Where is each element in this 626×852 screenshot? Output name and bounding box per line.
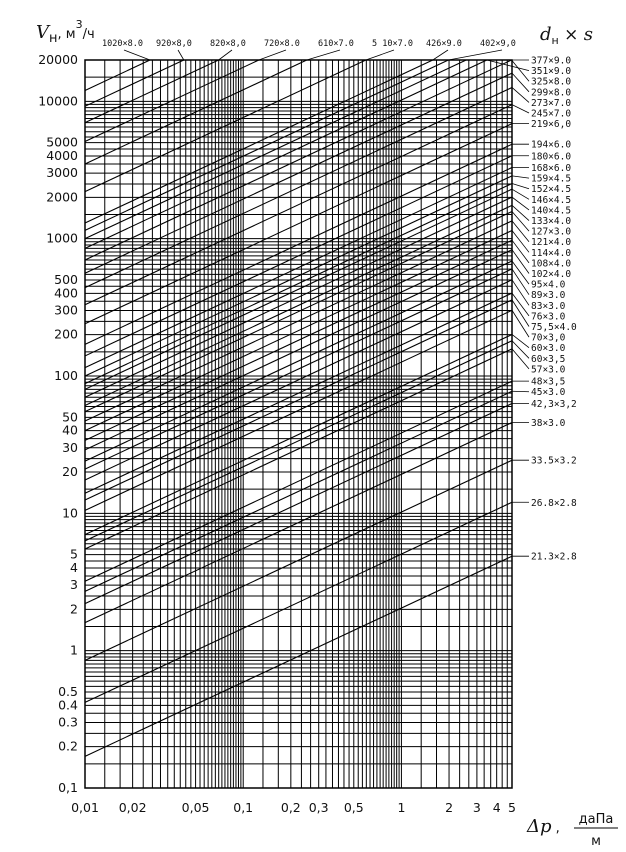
y-tick-label: 0.4 (58, 697, 78, 713)
label-leader (433, 50, 448, 60)
pipe-curve (85, 280, 512, 480)
label-leader (512, 341, 529, 359)
pipe-curve (85, 556, 512, 756)
y-tick-label: 1000 (46, 230, 78, 246)
svg-text:даПа: даПа (578, 812, 614, 827)
x-tick-label: 0,02 (118, 800, 147, 815)
y-axis-title: $V_н^{, м3}_{/ч}$ (36, 18, 95, 46)
curve-label-right: 121×4.0 (531, 237, 572, 249)
curve-label-right: 377×9.0 (531, 55, 572, 67)
x-tick-label: 2 (445, 800, 454, 815)
curve-label-right: 219×6,0 (531, 119, 572, 131)
pipe-curve (85, 87, 512, 287)
curve-label-top: 610×7.0 (318, 39, 354, 49)
label-leader (178, 50, 184, 60)
y-tick-label: 300 (54, 302, 78, 318)
label-leader (512, 176, 529, 178)
curve-label-right: 95×4.0 (531, 279, 566, 291)
pipe-curve (85, 189, 512, 389)
pipe-curve (85, 60, 259, 142)
pipe-curve (85, 403, 512, 603)
curve-label-right: 33.5×3.2 (531, 455, 577, 467)
pipe-curve (85, 460, 512, 660)
label-leader (366, 50, 394, 60)
curve-label-right: 152×4.5 (531, 184, 572, 196)
label-leader (512, 349, 529, 369)
label-leader (448, 50, 502, 60)
y-tick-label: 0,1 (58, 780, 78, 795)
label-leader (512, 73, 529, 92)
label-leader (219, 50, 232, 60)
y-tick-label: 3 (70, 577, 78, 593)
pipe-curve (85, 144, 512, 344)
curve-label-top: 426×9.0 (426, 39, 462, 49)
y-tick-label: 10000 (38, 93, 78, 109)
svg-text:м: м (591, 834, 601, 849)
y-tick-label: 200 (54, 326, 78, 342)
y-tick-label: 30 (62, 439, 78, 455)
y-tick-label: 1 (70, 642, 78, 658)
pipe-curve (85, 205, 512, 405)
y-tick-label: 0.5 (58, 684, 78, 700)
curve-label-right: 146×4.5 (531, 194, 572, 206)
curve-label-right: 89×3.0 (531, 290, 566, 302)
label-leader (307, 50, 340, 60)
x-tick-label: 0,3 (308, 800, 329, 815)
y-tick-label: 3000 (46, 165, 78, 181)
y-tick-labels (38, 52, 78, 795)
curve-label-right: 299×8.0 (531, 87, 572, 99)
curve-label-right: 102×4.0 (531, 269, 572, 281)
pipe-curve (85, 334, 512, 534)
curve-label-top: 402×9,0 (480, 39, 516, 49)
y-tick-label: 4000 (46, 147, 78, 163)
curve-label-top: 720×8.0 (264, 39, 300, 49)
svg-text:Δp ,: Δp , (527, 816, 560, 837)
y-tick-label: 400 (54, 285, 78, 301)
label-leader (512, 221, 529, 242)
pipe-curve (85, 60, 512, 260)
curve-label-right: 76×3.0 (531, 311, 566, 323)
x-tick-label: 0,2 (280, 800, 301, 815)
curve-label-right: 57×3.0 (531, 364, 566, 376)
curve-label-right: 114×4.0 (531, 247, 572, 259)
label-leader (259, 50, 286, 60)
curve-label-right: 325×8.0 (531, 76, 572, 88)
curve-label-right: 140×4.5 (531, 205, 572, 217)
curve-label-right: 38×3.0 (531, 417, 566, 429)
curve-label-right: 60×3.0 (531, 343, 566, 355)
y-tick-label: 4 (70, 559, 78, 575)
y-tick-label: 100 (54, 368, 78, 384)
label-leader (512, 280, 529, 306)
label-leader (512, 60, 529, 81)
curve-label-right: 108×4.0 (531, 258, 572, 270)
pipe-curve (85, 197, 512, 397)
y-tick-label: 2000 (46, 189, 78, 205)
x-tick-label: 0,05 (181, 800, 210, 815)
curve-label-top: 5 10×7.0 (372, 39, 413, 49)
curve-label-right: 180×6.0 (531, 151, 572, 163)
x-tick-label: 0,5 (343, 800, 364, 815)
pipe-curve (85, 183, 512, 383)
curve-label-right: 194×6.0 (531, 139, 572, 151)
right-header: $d_н \times s$ (540, 24, 594, 47)
curve-label-right: 21.3×2.8 (531, 551, 577, 563)
x-tick-label: 1 (397, 800, 406, 815)
curve-label-right: 168×6.0 (531, 163, 572, 175)
label-leader (512, 189, 529, 199)
label-leader (512, 105, 529, 113)
pipe-curve (85, 60, 433, 223)
label-leader (512, 250, 529, 274)
y-tick-label: 20 (62, 463, 78, 479)
curve-label-right: 42,3×3,2 (531, 398, 577, 410)
curve-label-right: 48×3,5 (531, 376, 566, 388)
y-tick-label: 0.3 (58, 714, 78, 730)
pipe-curve (85, 231, 512, 431)
curve-label-top: 1020×8.0 (102, 39, 143, 49)
label-leader (512, 310, 529, 337)
label-leader (512, 240, 529, 263)
y-tick-label: 20000 (38, 52, 78, 67)
label-leader (124, 50, 150, 60)
pipe-curve (85, 60, 487, 248)
x-tick-labels (71, 800, 516, 815)
curve-label-right: 245×7.0 (531, 108, 572, 120)
pipe-curve (85, 60, 150, 90)
label-leader (512, 87, 529, 102)
curve-label-right: 133×4.0 (531, 216, 572, 228)
curve-label-right: 60×3,5 (531, 353, 566, 365)
pipe-curve (85, 176, 512, 376)
curve-label-right: 159×4.5 (531, 173, 572, 185)
label-leader (512, 334, 529, 347)
curve-label-top: 920×8,0 (156, 39, 192, 49)
y-tick-label: 10 (62, 505, 78, 521)
curve-label-right: 45×3.0 (531, 387, 566, 399)
y-tick-label: 2 (70, 601, 78, 617)
curve-label-top: 820×8,0 (210, 39, 246, 49)
label-leader (512, 183, 529, 188)
curve-label-right: 26.8×2.8 (531, 497, 577, 509)
label-leader (512, 231, 529, 253)
curve-label-right: 127×3.0 (531, 226, 572, 238)
pipe-curve (85, 300, 512, 500)
y-tick-label: 5000 (46, 134, 78, 150)
grid (85, 60, 512, 788)
y-tick-label: 40 (62, 422, 78, 438)
x-axis-title (526, 812, 618, 849)
y-tick-label: 500 (54, 272, 78, 288)
y-tick-label: 0.2 (58, 738, 78, 754)
x-tick-label: 0,01 (71, 800, 99, 815)
curve-label-right: 83×3.0 (531, 300, 566, 312)
label-leader (512, 212, 529, 232)
x-tick-label: 0,1 (233, 800, 254, 815)
curve-label-right: 70×3,0 (531, 332, 566, 344)
x-tick-label: 3 (472, 800, 481, 815)
pipe-curve (85, 341, 512, 541)
y-tick-label: 50 (62, 409, 78, 425)
x-tick-label: 5 (508, 800, 516, 815)
curve-label-right: 75,5×4.0 (531, 322, 577, 334)
y-tick-label: 5 (70, 546, 78, 562)
curve-label-right: 351×9.0 (531, 66, 572, 78)
x-tick-label: 4 (492, 800, 501, 815)
curve-label-right: 273×7.0 (531, 97, 572, 109)
